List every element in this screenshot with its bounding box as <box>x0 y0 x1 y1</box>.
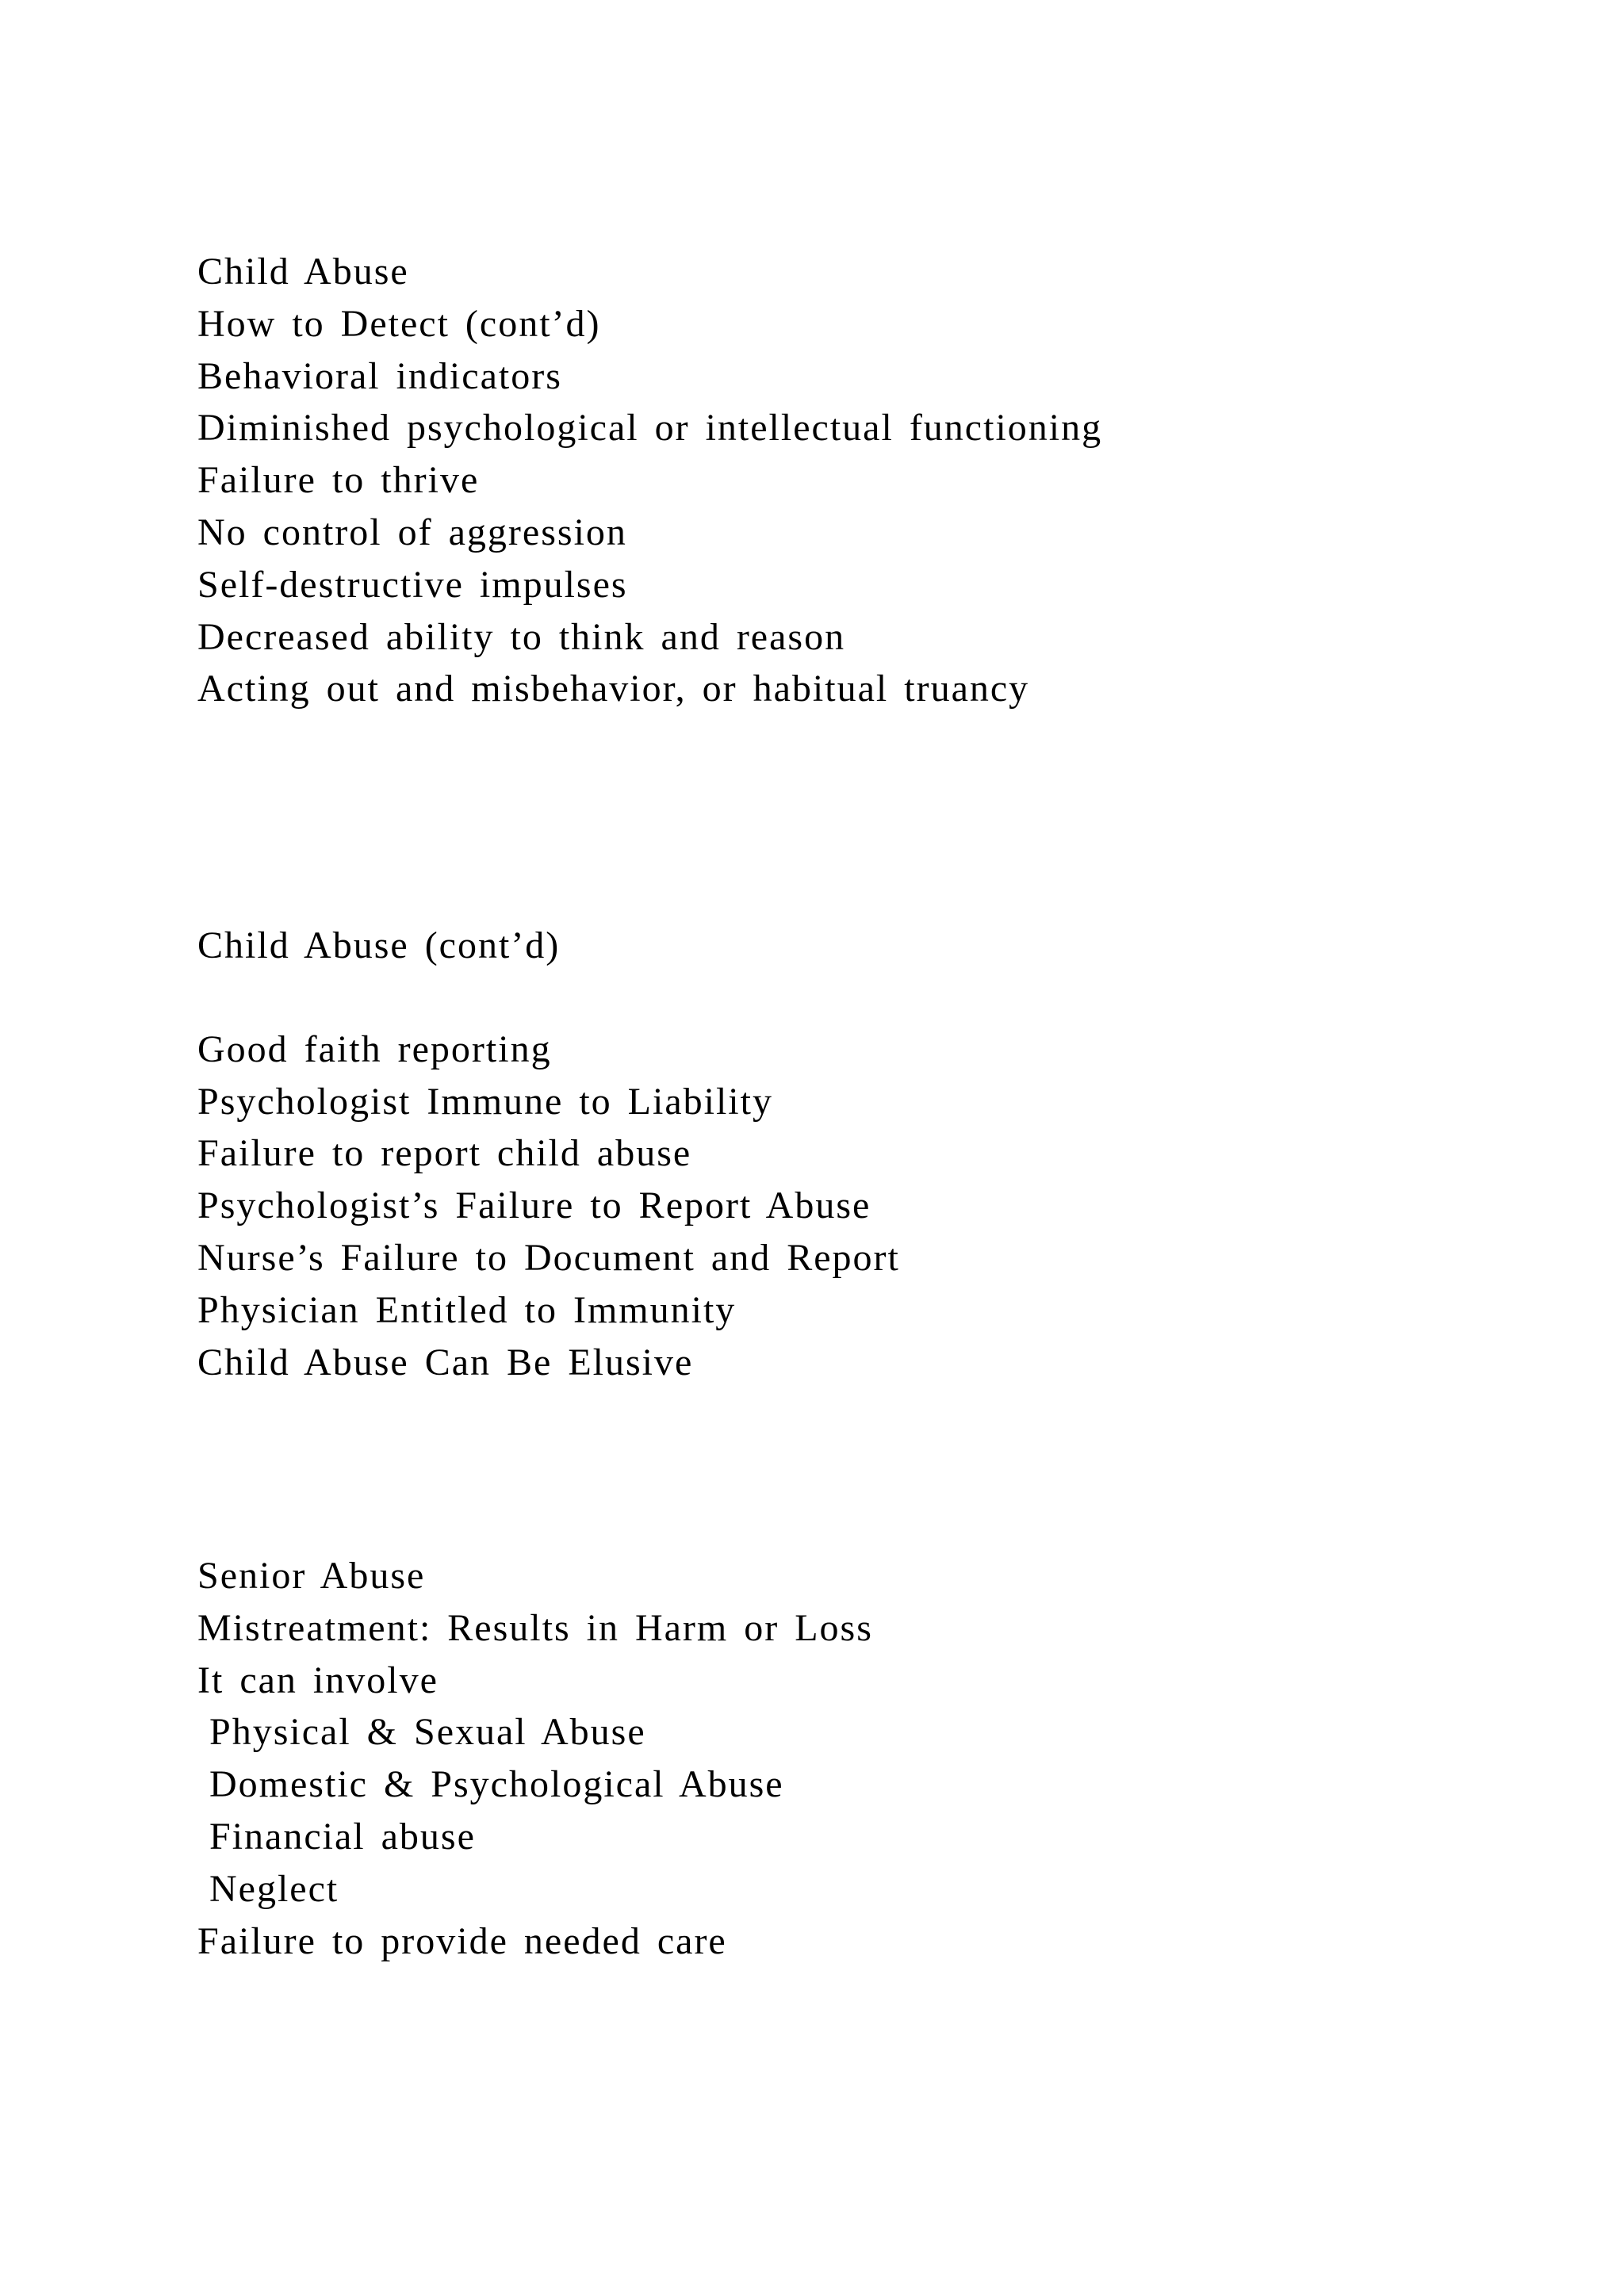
section-subtitle: Mistreatment: Results in Harm or Loss <box>197 1606 873 1649</box>
list-item: Failure to thrive <box>197 459 480 502</box>
list-item: Nurse’s Failure to Document and Report <box>197 1236 900 1279</box>
section-senior-abuse <box>197 1550 873 1967</box>
list-item: Decreased ability to think and reason <box>197 615 846 658</box>
section-heading: It can involve <box>197 1659 439 1701</box>
list-item: Domestic & Psychological Abuse <box>209 1763 784 1806</box>
list-item: Child Abuse Can Be Elusive <box>197 1341 694 1383</box>
section-child-abuse-detect <box>197 246 1102 715</box>
list-item: Diminished psychological or intellectual functioning <box>197 407 1103 450</box>
section-title: Child Abuse <box>197 251 409 293</box>
list-item: Financial abuse <box>209 1815 476 1858</box>
list-item: Self-destructive impulses <box>197 563 628 606</box>
list-item: Neglect <box>209 1867 339 1910</box>
section-child-abuse-contd <box>197 920 900 1388</box>
list-item: Psychologist’s Failure to Report Abuse <box>197 1184 871 1227</box>
section-title: Senior Abuse <box>197 1555 426 1597</box>
section-footer: Failure to provide needed care <box>197 1919 727 1962</box>
list-item: Physician Entitled to Immunity <box>197 1288 737 1331</box>
section-subtitle: How to Detect (cont’d) <box>197 302 601 345</box>
section-title: Child Abuse (cont’d) <box>197 924 561 966</box>
list-item: Failure to report child abuse <box>197 1132 692 1175</box>
list-item: Acting out and misbehavior, or habitual truancy <box>197 668 1030 710</box>
list-item: No control of aggression <box>197 511 627 553</box>
list-item: Good faith reporting <box>197 1027 552 1070</box>
spacer <box>197 972 900 1024</box>
list-item: Physical & Sexual Abuse <box>209 1711 646 1754</box>
list-item: Psychologist Immune to Liability <box>197 1080 773 1123</box>
section-heading: Behavioral indicators <box>197 354 562 397</box>
